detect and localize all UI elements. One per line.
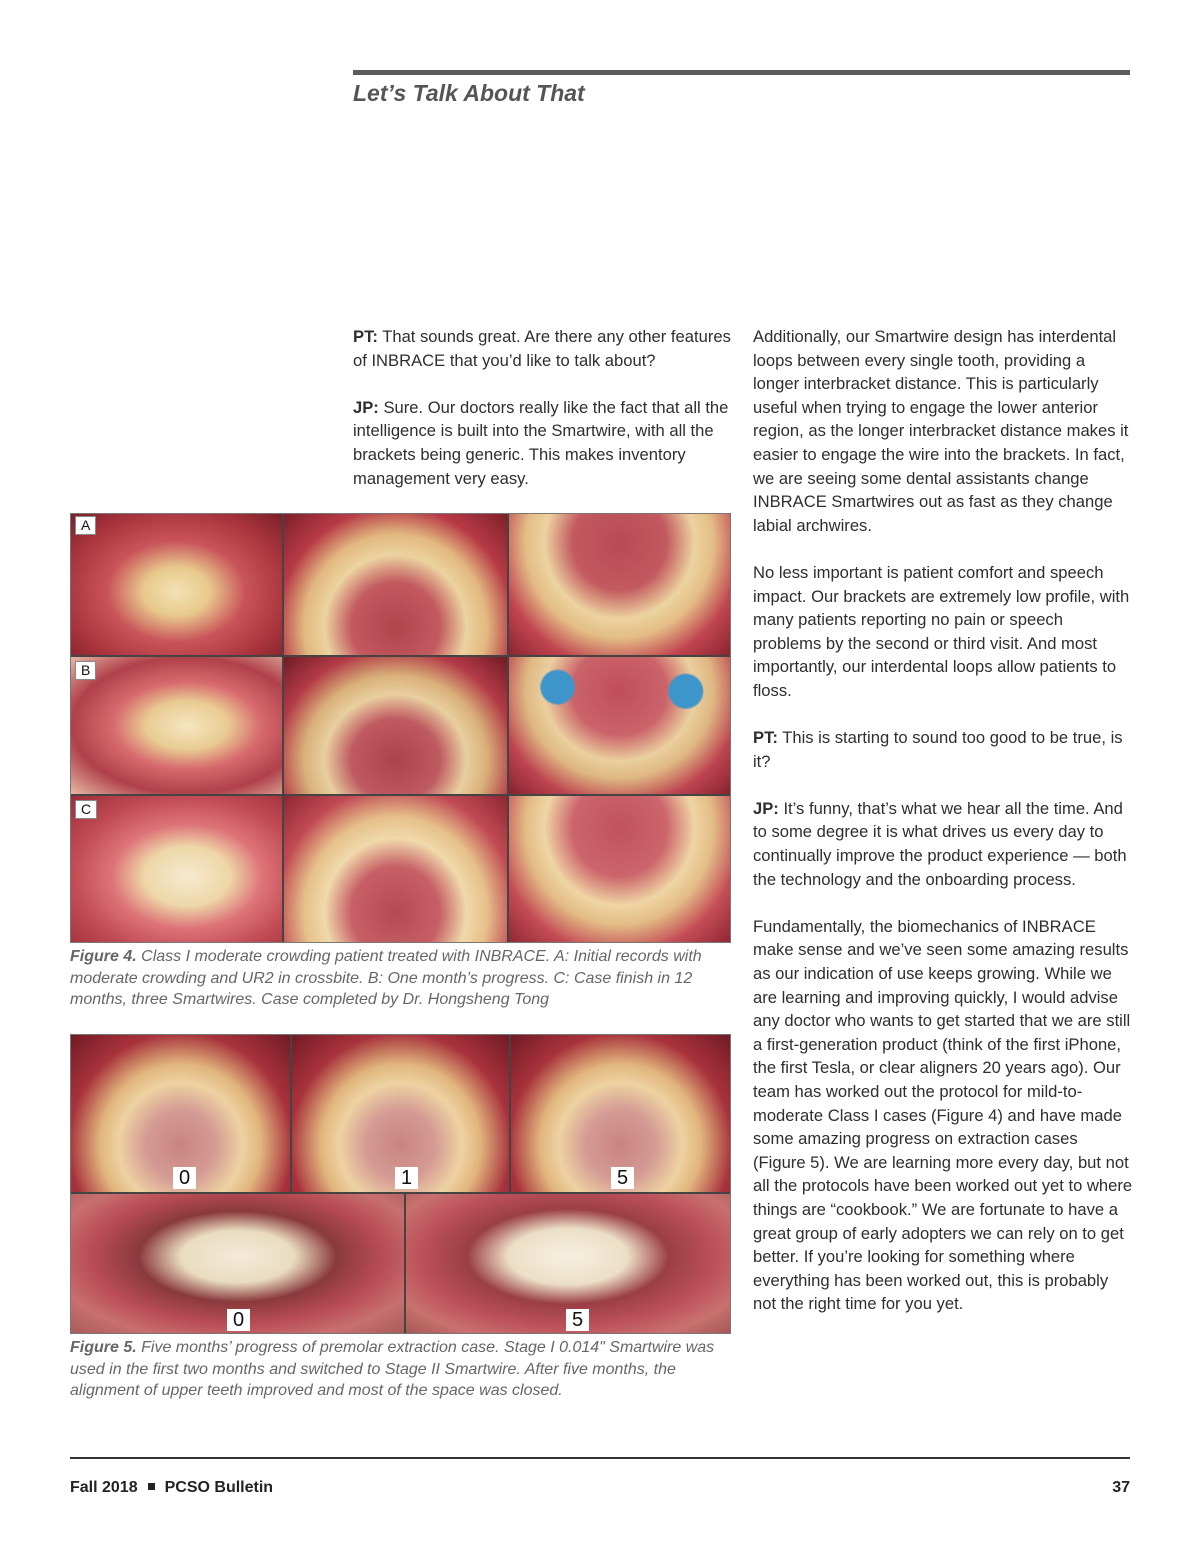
speaker-label: PT: xyxy=(753,728,778,748)
footer-separator xyxy=(148,1483,155,1490)
left-text-column xyxy=(353,325,733,514)
paragraph xyxy=(753,797,1133,891)
paragraph-text: This is starting to sound too good to be true, is it? xyxy=(753,728,1123,771)
photo-buccal-view xyxy=(71,796,282,942)
speaker-label: PT: xyxy=(353,327,378,346)
photo-upper-occlusal-view xyxy=(284,657,507,794)
paragraph-text: That sounds great. Are there any other features of INBRACE that you’d like to talk about? xyxy=(353,327,731,370)
speaker-label: JP: xyxy=(353,397,379,417)
paragraph-text: It’s funny, that’s what we hear all the time. And to some degree it is what drives us every day to continually improve the product experience — both the technology and the onboarding process. xyxy=(753,798,1127,889)
photo-upper-occlusal-view xyxy=(284,796,507,942)
photo-lower-occlusal-view xyxy=(509,796,730,942)
paragraph xyxy=(353,396,733,490)
paragraph-text: Sure. Our doctors really like the fact that all the intelligence is built into the Smartwire, with all the brackets being generic. This makes inventory management very easy. xyxy=(353,397,729,488)
photo-lower-occlusal-view xyxy=(509,657,730,794)
figure-5-caption xyxy=(70,1337,732,1402)
header-rule xyxy=(353,70,1130,75)
paragraph xyxy=(753,915,1133,1316)
footer-issue-info xyxy=(70,1479,273,1497)
paragraph xyxy=(753,325,1133,537)
panel-label-c: C xyxy=(75,800,97,819)
speaker-label: JP: xyxy=(753,798,779,818)
panel-label-a: A xyxy=(75,516,96,535)
footer-issue: Fall 2018 xyxy=(70,1479,138,1496)
paragraph-text: Fundamentally, the biomechanics of INBRACE make sense and we’ve seen some amazing results as our indication of use keeps growing. While we are learning and improving quickly, I would advise any doctor who wants to get started that we are still a first-generation product (think of the first iPhone, the first Tesla, or clear aligners 20 years ago). Our team has worked out the protocol for mild-to-moderate Class I cases (Figure 4) and have made some amazing progress on extraction cases (Figure 5). We are learning more every day, but not all the protocols have been worked out yet to where things are “cookbook.” We are fortunate to have a great group of early adopters we can rely on to get better. If you’re looking for something where everything has been worked out, this is probably not the right time for you yet. xyxy=(753,916,1133,1314)
paragraph xyxy=(753,726,1133,773)
figure-5-photo-grid xyxy=(70,1034,731,1334)
caption-label: Figure 5. xyxy=(70,1339,137,1356)
right-text-column xyxy=(753,325,1133,1340)
photo-buccal-view xyxy=(71,657,282,794)
stage-label: 5 xyxy=(566,1309,589,1331)
stage-label: 1 xyxy=(395,1167,418,1189)
page-number: 37 xyxy=(1112,1479,1130,1496)
photo-lower-occlusal-view xyxy=(509,514,730,655)
paragraph xyxy=(353,325,733,372)
figure-4-photo-grid xyxy=(70,513,731,943)
figure-4-caption xyxy=(70,946,732,1011)
paragraph-text: No less important is patient comfort and speech impact. Our brackets are extremely low profile, with many patients reporting no pain or speech problems by the second or third visit. And most importantly, our interdental loops allow patients to floss. xyxy=(753,562,1130,700)
stage-label: 0 xyxy=(227,1309,250,1331)
photo-upper-occlusal-view xyxy=(284,514,507,655)
paragraph xyxy=(753,561,1133,703)
caption-text: Class I moderate crowding patient treated with INBRACE. A: Initial records with moderate crowding and UR2 in crossbite. B: One month’s progress. C: Case finish in 12 months, three Smartwires. Case completed by Dr. Hongsheng Tong xyxy=(70,948,702,1008)
stage-label: 5 xyxy=(611,1167,634,1189)
caption-label: Figure 4. xyxy=(70,948,137,965)
footer-rule xyxy=(70,1457,1130,1459)
caption-text: Five months’ progress of premolar extraction case. Stage I 0.014" Smartwire was used in the first two months and switched to Stage II Smartwire. After five months, the alignment of upper teeth improved and most of the space was closed. xyxy=(70,1339,715,1399)
section-title: Let’s Talk About That xyxy=(353,80,585,106)
paragraph-text: Additionally, our Smartwire design has interdental loops between every single tooth, providing a longer interbracket distance. This is particularly useful when trying to engage the lower anterior region, as the longer interbracket distance makes it easier to engage the wire into the brackets. In fact, we are seeing some dental assistants change INBRACE Smartwires out as fast as they change labial archwires. xyxy=(753,327,1129,535)
photo-buccal-view xyxy=(71,514,282,655)
footer-publication: PCSO Bulletin xyxy=(164,1479,274,1496)
stage-label: 0 xyxy=(173,1167,196,1189)
panel-label-b: B xyxy=(75,661,96,680)
